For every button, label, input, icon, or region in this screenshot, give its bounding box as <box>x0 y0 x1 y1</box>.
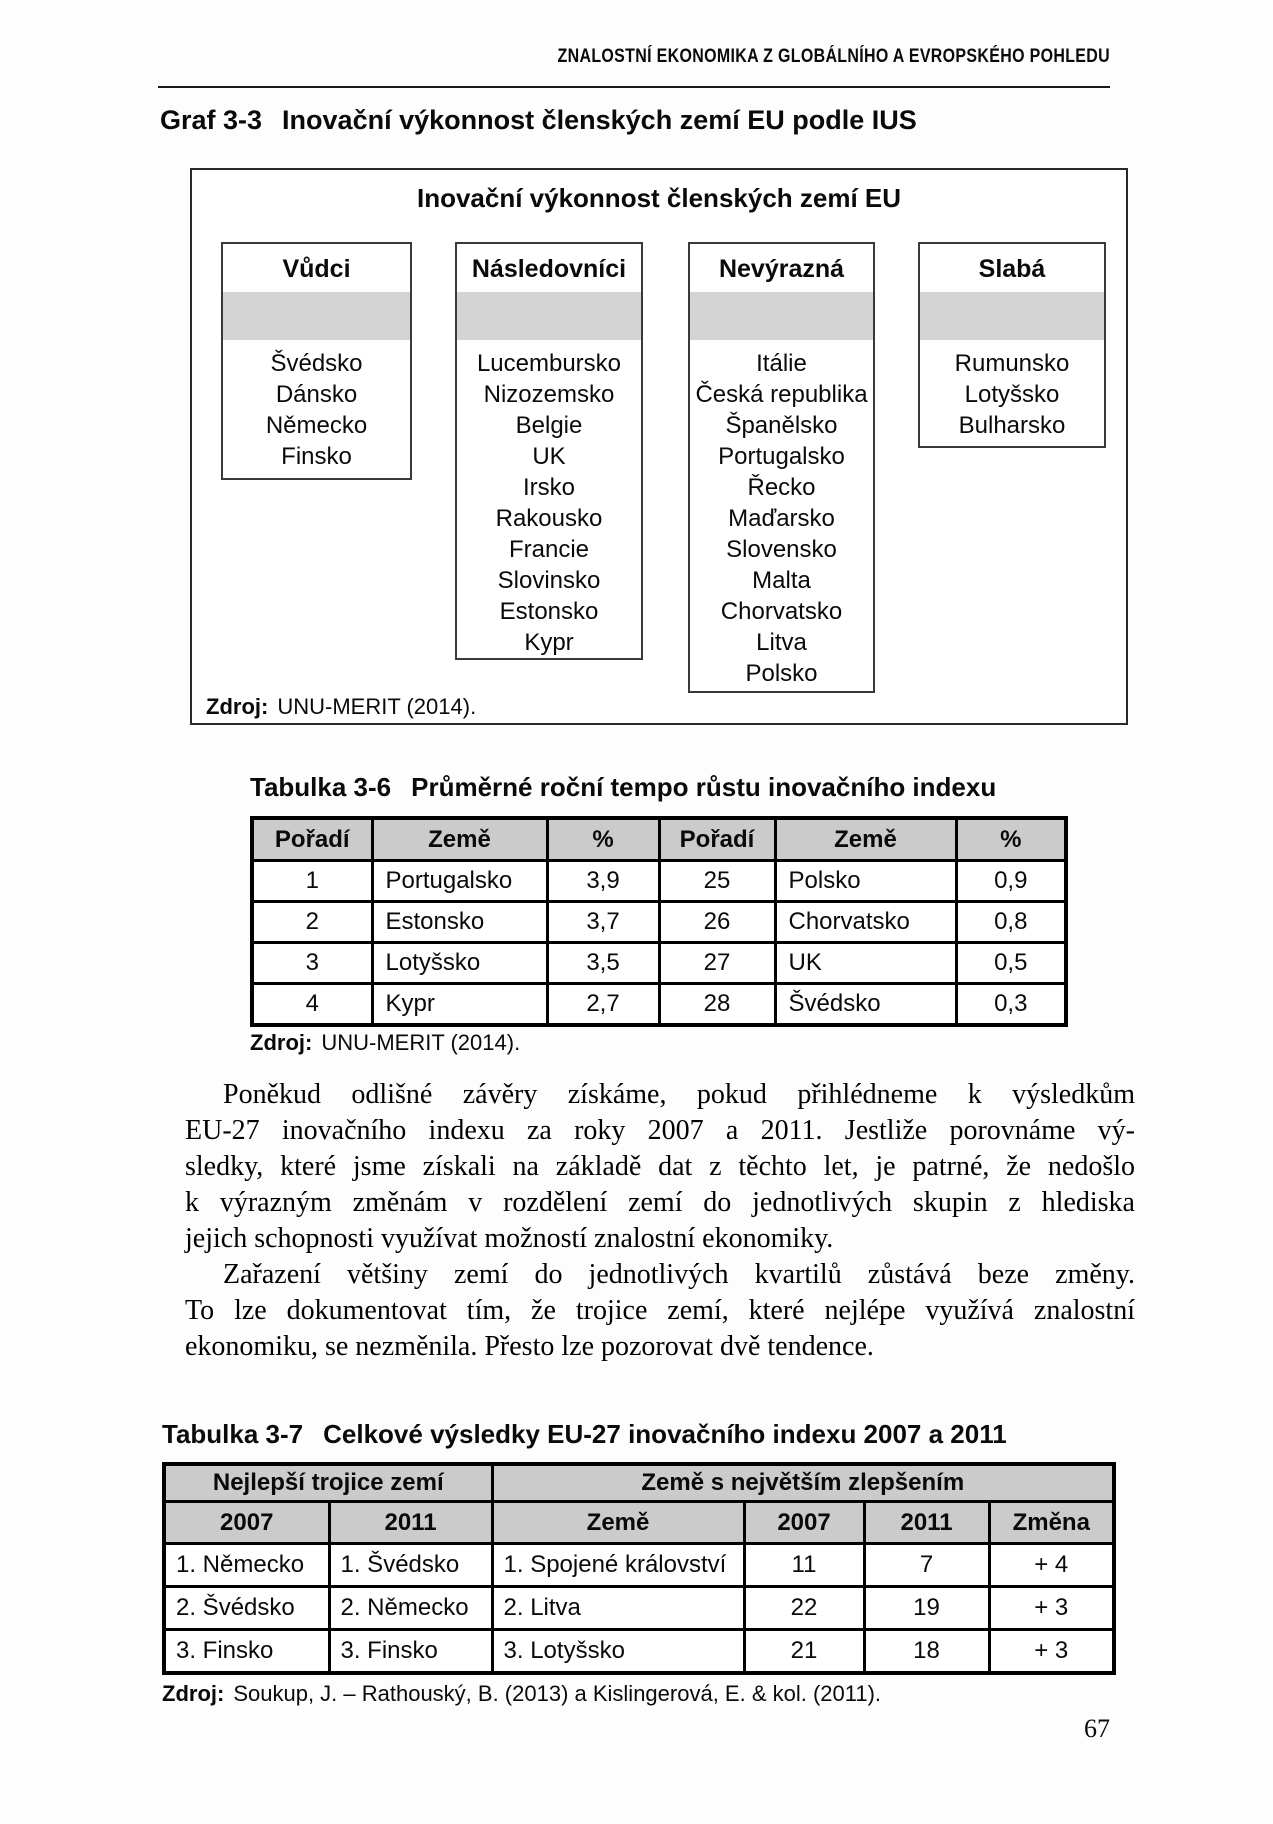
graf-heading <box>160 105 917 136</box>
column-header: Země <box>492 1502 744 1544</box>
table-cell: 2,7 <box>547 984 659 1026</box>
body-paragraphs <box>185 1077 1135 1365</box>
column-header: 2007 <box>744 1502 864 1544</box>
page-number: 67 <box>1084 1714 1110 1743</box>
table-cell: 1. Švédsko <box>329 1544 492 1587</box>
table-cell: 3. Finsko <box>164 1630 329 1674</box>
table-row <box>164 1630 1114 1674</box>
country-item: Dánsko <box>275 381 358 408</box>
country-item: Maďarsko <box>728 505 835 532</box>
group-band <box>223 292 410 340</box>
t36-header-row <box>252 818 1066 861</box>
paragraph-line: To lze dokumentovat tím, že trojice zemí, které nejlépe využívá znalostní <box>185 1295 1135 1326</box>
table-cell: 3 <box>252 943 372 984</box>
table-cell: 0,3 <box>956 984 1066 1026</box>
t37-group-header-row <box>164 1464 1114 1502</box>
country-item: Chorvatsko <box>720 598 843 625</box>
country-item: Finsko <box>281 443 352 470</box>
country-item: Belgie <box>515 412 583 439</box>
table-cell: 3,9 <box>547 861 659 902</box>
table-cell: 0,9 <box>956 861 1066 902</box>
table-cell: 2. Německo <box>329 1587 492 1630</box>
table-cell: 2 <box>252 902 372 943</box>
table-cell: 3,7 <box>547 902 659 943</box>
diagram-group-3 <box>688 242 875 693</box>
group-title: Následovníci <box>471 255 627 283</box>
table-cell: 3. Finsko <box>329 1630 492 1674</box>
paragraph-line: jejich schopnosti využívat možností znalostní ekonomiky. <box>185 1223 834 1254</box>
t36-body <box>252 861 1066 1026</box>
table-cell: 22 <box>744 1587 864 1630</box>
country-item: Německo <box>265 412 368 439</box>
table-cell: Švédsko <box>775 984 956 1026</box>
group-country-list <box>690 340 873 689</box>
country-item: Nizozemsko <box>483 381 615 408</box>
graf-heading-label: Graf 3-3 <box>160 105 263 135</box>
group-country-list <box>920 340 1104 441</box>
header-rule <box>158 86 1110 88</box>
table-cell: 11 <box>744 1544 864 1587</box>
table-cell: 0,5 <box>956 943 1066 984</box>
table-cell: 3,5 <box>547 943 659 984</box>
country-item: Francie <box>508 536 590 563</box>
table-row <box>252 943 1066 984</box>
table-row <box>252 902 1066 943</box>
country-item: Itálie <box>756 350 807 377</box>
table-cell: Polsko <box>775 861 956 902</box>
source-label: Zdroj: <box>206 694 269 719</box>
column-header: % <box>547 818 659 861</box>
country-item: Rakousko <box>495 505 603 532</box>
table-cell: 26 <box>659 902 775 943</box>
group-header: Nejlepší trojice zemí <box>164 1464 492 1502</box>
table-cell: Lotyšsko <box>372 943 547 984</box>
group-title: Nevýrazná <box>718 255 845 283</box>
paragraph-line: Poněkud odlišné závěry získáme, pokud přihlédneme k výsledkům <box>223 1079 1135 1110</box>
diagram-source <box>206 694 476 720</box>
table-row <box>252 861 1066 902</box>
country-item: Kypr <box>524 629 574 656</box>
table-cell: 4 <box>252 984 372 1026</box>
table-cell: Kypr <box>372 984 547 1026</box>
group-country-list <box>223 340 410 472</box>
table-cell: + 3 <box>989 1630 1114 1674</box>
country-item: Švédsko <box>270 350 363 377</box>
table-cell: 3. Lotyšsko <box>492 1630 744 1674</box>
column-header: 2011 <box>864 1502 989 1544</box>
country-item: Bulharsko <box>958 412 1066 439</box>
column-header: Země <box>372 818 547 861</box>
source-text: UNU-MERIT (2014). <box>277 694 477 719</box>
table36-heading-label: Tabulka 3-6 <box>250 772 392 802</box>
table-cell: 18 <box>864 1630 989 1674</box>
table37-heading <box>162 1419 1007 1450</box>
source-text: Soukup, J. – Rathouský, B. (2013) a Kislingerová, E. & kol. (2011). <box>233 1681 882 1706</box>
table-row <box>164 1587 1114 1630</box>
eu27-results-table <box>162 1462 1116 1675</box>
table-cell: + 4 <box>989 1544 1114 1587</box>
table-row <box>164 1544 1114 1587</box>
country-item: Litva <box>756 629 807 656</box>
country-item: Portugalsko <box>718 443 845 470</box>
country-item: Česká republika <box>695 381 868 408</box>
paragraph-line: ekonomiku, se nezměnila. Přesto lze pozorovat dvě tendence. <box>185 1331 874 1362</box>
page-content <box>158 0 1135 1824</box>
table-cell: 27 <box>659 943 775 984</box>
paragraph-line: EU-27 inovačního indexu za roky 2007 a 2011. Jestliže porovnáme vý- <box>185 1115 1135 1146</box>
column-header: Změna <box>989 1502 1114 1544</box>
table-cell: Portugalsko <box>372 861 547 902</box>
country-item: Polsko <box>745 660 818 687</box>
table-cell: 2. Litva <box>492 1587 744 1630</box>
table-cell: 21 <box>744 1630 864 1674</box>
column-header: Pořadí <box>659 818 775 861</box>
table-cell: 1. Německo <box>164 1544 329 1587</box>
t37-head <box>164 1464 1114 1544</box>
diagram-title: Inovační výkonnost členských zemí EU <box>416 183 902 213</box>
t37-column-header-row <box>164 1502 1114 1544</box>
column-header: 2007 <box>164 1502 329 1544</box>
country-item: Rumunsko <box>954 350 1070 377</box>
table36-heading <box>250 772 996 803</box>
country-item: Estonsko <box>499 598 599 625</box>
table36-source <box>250 1030 520 1056</box>
paragraph-line: sledky, které jsme získali na základě dat z těchto let, je patrné, že nedošlo <box>185 1151 1135 1182</box>
source-text: UNU-MERIT (2014). <box>321 1030 521 1055</box>
table-cell: 2. Švédsko <box>164 1587 329 1630</box>
source-label: Zdroj: <box>250 1030 313 1055</box>
column-header: 2011 <box>329 1502 492 1544</box>
group-band <box>457 292 641 340</box>
group-title: Slabá <box>978 255 1046 283</box>
country-item: Španělsko <box>725 412 838 439</box>
paragraph-line: k výrazným změnám v rozdělení zemí do jednotlivých skupin z hlediska <box>185 1187 1135 1218</box>
table-row <box>252 984 1066 1026</box>
running-header: ZNALOSTNÍ EKONOMIKA Z GLOBÁLNÍHO A EVROPSKÉHO POHLEDU <box>557 46 1110 67</box>
group-title: Vůdci <box>282 255 351 283</box>
diagram-group-2 <box>455 242 643 660</box>
column-header: Pořadí <box>252 818 372 861</box>
table-cell: 25 <box>659 861 775 902</box>
group-header: Země s největším zlepšením <box>492 1464 1114 1502</box>
country-item: Řecko <box>747 474 816 501</box>
table-cell: + 3 <box>989 1587 1114 1630</box>
group-band <box>690 292 873 340</box>
country-item: Slovinsko <box>497 567 601 594</box>
paragraph-line: Zařazení většiny zemí do jednotlivých kvartilů zůstává beze změny. <box>223 1259 1135 1290</box>
table-cell: Chorvatsko <box>775 902 956 943</box>
growth-rate-table <box>250 816 1068 1027</box>
column-header: Země <box>775 818 956 861</box>
diagram-group-4 <box>918 242 1106 448</box>
table-cell: UK <box>775 943 956 984</box>
t37-body <box>164 1544 1114 1674</box>
country-item: Lucembursko <box>476 350 622 377</box>
diagram-group-1 <box>221 242 412 480</box>
table-cell: 0,8 <box>956 902 1066 943</box>
table36-heading-title: Průměrné roční tempo růstu inovačního indexu <box>411 772 997 802</box>
graf-heading-title: Inovační výkonnost členských zemí EU podle IUS <box>282 105 917 135</box>
table-cell: 28 <box>659 984 775 1026</box>
table-cell: 19 <box>864 1587 989 1630</box>
table-cell: 7 <box>864 1544 989 1587</box>
table-cell: Estonsko <box>372 902 547 943</box>
country-item: Slovensko <box>726 536 837 563</box>
group-band <box>920 292 1104 340</box>
country-item: UK <box>532 443 566 470</box>
group-country-list <box>457 340 641 658</box>
country-item: Irsko <box>522 474 575 501</box>
source-label: Zdroj: <box>162 1681 225 1706</box>
table37-heading-title: Celkové výsledky EU-27 inovačního indexu 2007 a 2011 <box>323 1419 1007 1449</box>
t36-head <box>252 818 1066 861</box>
country-item: Lotyšsko <box>964 381 1060 408</box>
table-cell: 1 <box>252 861 372 902</box>
table-cell: 1. Spojené království <box>492 1544 744 1587</box>
table37-source <box>162 1681 881 1707</box>
column-header: % <box>956 818 1066 861</box>
country-item: Malta <box>752 567 811 594</box>
table37-heading-label: Tabulka 3-7 <box>162 1419 304 1449</box>
innovation-groups-diagram <box>190 168 1128 725</box>
